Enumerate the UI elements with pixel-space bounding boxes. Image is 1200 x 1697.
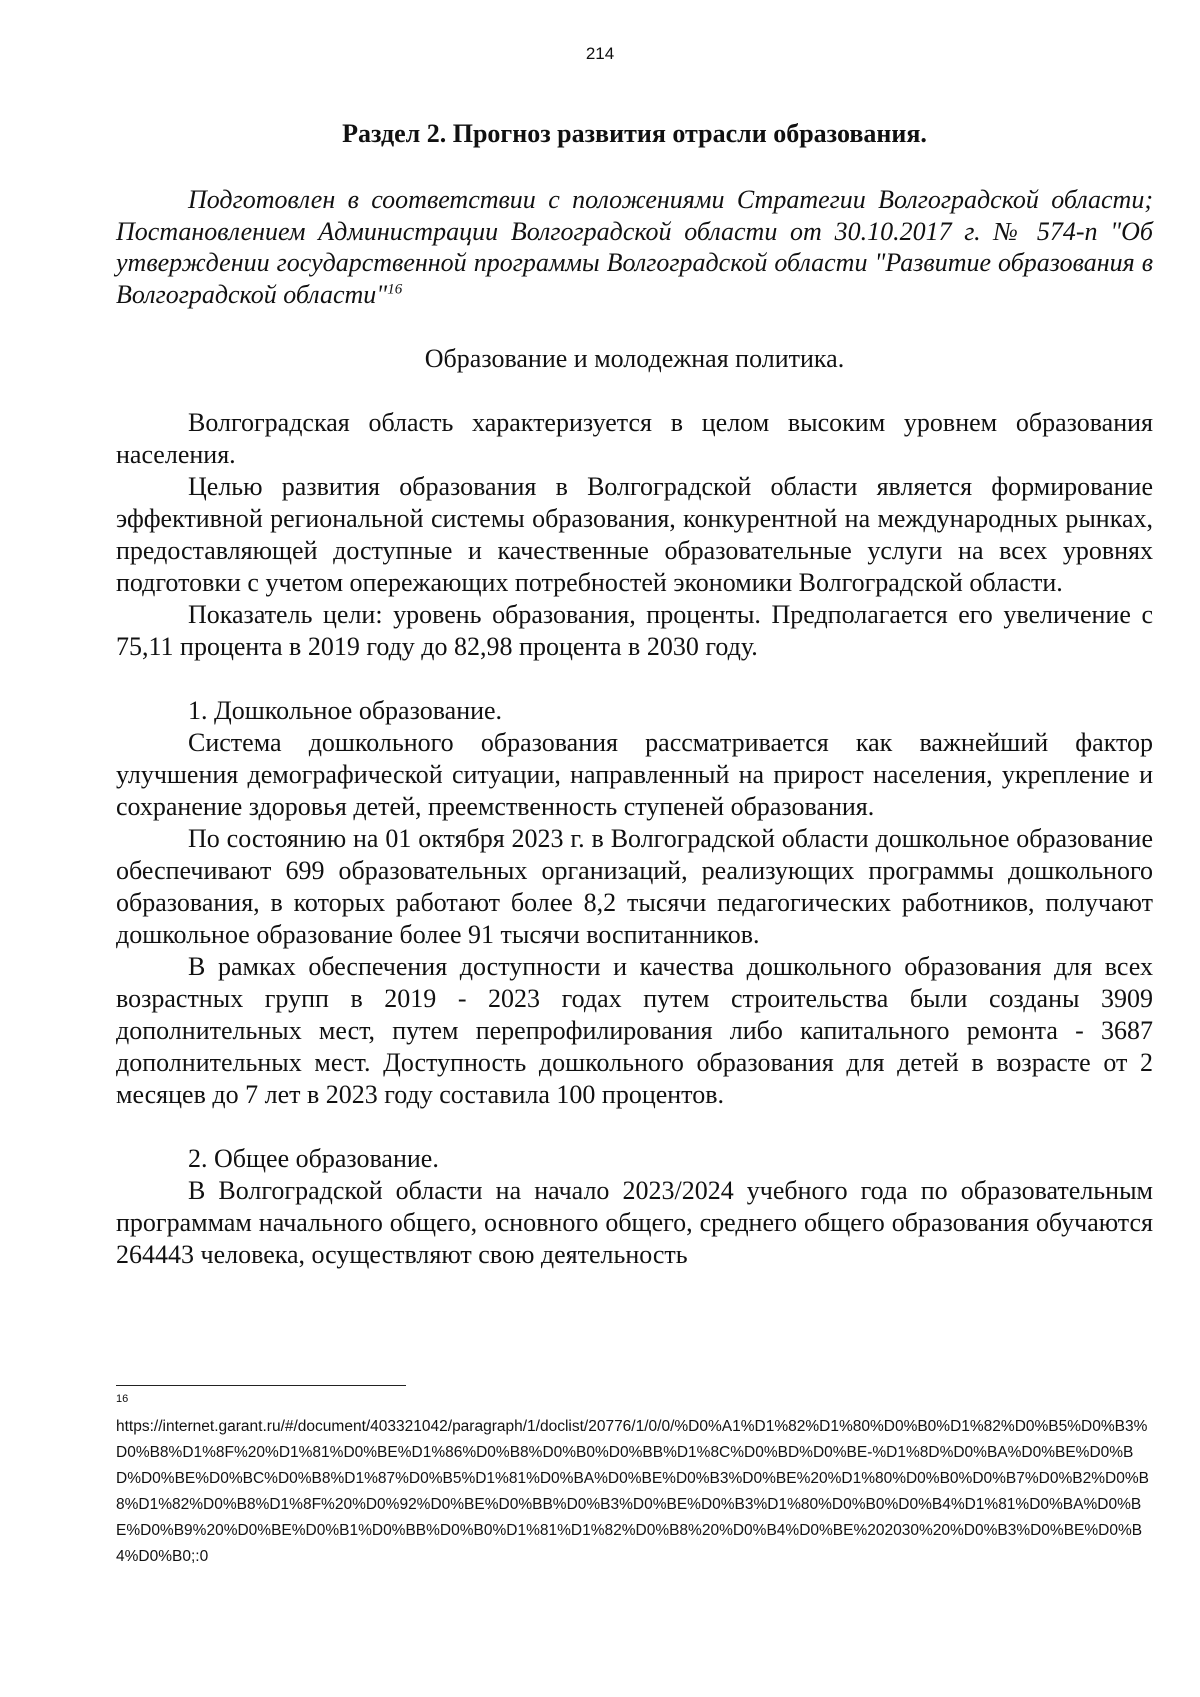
footnote-number: 16 bbox=[116, 1393, 129, 1405]
page-number: 214 bbox=[585, 44, 615, 63]
paragraph: Волгоградская область характеризуется в целом высоким уровнем образования населения. bbox=[116, 408, 1153, 469]
paragraph: По состоянию на 01 октября 2023 г. в Волгоградской области дошкольное образование обеспечивают 699 образовательных организаций, реализующих программы дошкольного образования, в которых работают более 8,2 тысячи педагогических работников, получают дошкольное образование более 91 тысячи воспитанников. bbox=[116, 824, 1153, 949]
paragraph: В рамках обеспечения доступности и качества дошкольного образования для всех возрастных групп в 2019 - 2023 годах путем строительства были созданы 3909 дополнительных мест, путем перепрофилирования либо капитального ремонта - 3687 дополнительных мест. Доступность дошкольного образования для детей в возрасте от 2 месяцев до 7 лет в 2023 году составила 100 процентов. bbox=[116, 952, 1153, 1109]
footnote-link[interactable]: https://internet.garant.ru/#/document/403321042/paragraph/1/doclist/20776/1/0/0/%D0%A1%D1%82%D1%80%D0%B0%D1%82%D0%B5%D0%B3%D0%B8%D1%8F%20%D1%81%D0%BE%D1%86%D0%B8%D0%B0%D0%BB%D1%8C%D0%BD%D0%BE-%D1%8D%D0%BA%D0%BE%D0%BD%D0%BE%D0%BC%D0%B8%D1%87%D0%B5%D1%81%D0%BA%D0%BE%D0%B3%D0%BE%20%D1%80%D0%B0%D0%B7%D0%B2%D0%B8%D1%82%D0%B8%D1%8F%20%D0%92%D0%BE%D0%BB%D0%B3%D0%BE%D0%B3%D1%80%D0%B0%D0%B4%D1%81%D0%BA%D0%BE%D0%B9%20%D0%BE%D0%B1%D0%BB%D0%B0%D1%81%D1%82%D0%B8%20%D0%B4%D0%BE%202030%20%D0%B3%D0%BE%D0%B4%D0%B0;:0 bbox=[116, 1418, 1149, 1565]
subsection-title: Образование и молодежная политика. bbox=[424, 344, 845, 373]
page-content bbox=[116, 118, 1153, 1271]
paragraph: Целью развития образования в Волгоградской области является формирование эффективной региональной системы образования, конкурентной на международных рынках, предоставляющей доступные и качественные образовательные услуги на всех уровнях подготовки с учетом опережающих потребностей экономики Волгоградской области. bbox=[116, 472, 1153, 597]
paragraph: Показатель цели: уровень образования, проценты. Предполагается его увеличение с 75,11 процента в 2019 году до 82,98 процента в 2030 году. bbox=[116, 600, 1153, 661]
general-education-heading: 2. Общее образование. bbox=[188, 1144, 439, 1173]
preschool-heading: 1. Дошкольное образование. bbox=[188, 696, 503, 725]
intro-paragraph bbox=[116, 184, 1153, 310]
footnote-reference[interactable]: 16 bbox=[387, 280, 403, 297]
footnote bbox=[116, 1392, 1153, 1570]
section-title: Раздел 2. Прогноз развития отрасли образования. bbox=[342, 119, 927, 148]
footnote-divider bbox=[116, 1385, 406, 1386]
paragraph: Система дошкольного образования рассматривается как важнейший фактор улучшения демографической ситуации, направленный на прирост населения, укрепление и сохранение здоровья детей, преемственность ступеней образования. bbox=[116, 728, 1153, 821]
intro-text: Подготовлен в соответствии с положениями Стратегии Волгоградской области; Постановлением Администрации Волгоградской области от 30.10.2017 г. № 574-п "Об утверждении государственной программы Волгоградской области "Развитие образования в Волгоградской области" bbox=[116, 185, 1153, 309]
paragraph: В Волгоградской области на начало 2023/2024 учебного года по образовательным программам начального общего, основного общего, среднего общего образования обучаются 264443 человека, осуществляют свою деятельность bbox=[116, 1176, 1153, 1269]
